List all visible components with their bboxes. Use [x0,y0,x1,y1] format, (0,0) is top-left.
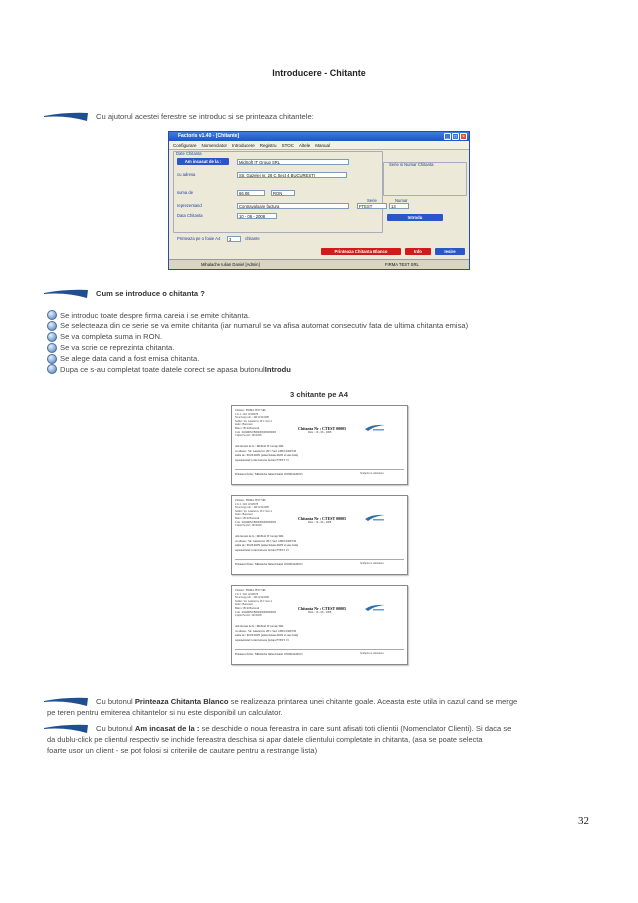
receipt-title: Chitanta Nr : CTEST 00005 [298,516,347,521]
company-logo-icon [364,603,386,613]
app-titlebar [169,132,469,141]
list-item: Dupa ce s-au completat toate datele corect se apasa butonul Introdu [47,364,468,374]
status-firm: FIRMA TEST SRL [385,262,419,267]
address-field[interactable]: Str. Gazelei nr. 28 C Sect 4 BUCURESTI [237,172,347,178]
receipt-2: Unitatea : FIRMA TEST SRL C.U.I. : RO 12345678 Nr.ord.reg.com. : J40/1234/2008 Sediul : Str. Gazelei nr. 28 C Sect 4 Judet : Bucuresti Banca : BCR Bucuresti Cont : RO49RNCB0000000000000000 Capital Social : 200 RON Chitanta Nr : CTEST 00005 Data : 10 - 06 - 2008 Am incasat de la : MidSoft IT Group SRL cu adresa : Str. Gazelei nr. 28 C Sect 4 BUCURESTI suma de : 66.06 RON (saizecisisase RON si sase bani) reprezentand Contravaloare factura FTEST 13 Printeaza firma : Mihalache Iulian Daniel 1810601420015 Stampila si semnatura [231,495,408,575]
swoosh-icon [44,112,88,122]
company-logo-icon [364,513,386,523]
list-item: Se introduc toate despre firma careia i se emite chitanta. [47,310,468,320]
list-item: Se alege data cand a fost emisa chitanta. [47,354,468,364]
app-menubar [169,141,469,150]
receipt-date: Data : 10 - 06 - 2008 [308,611,332,614]
repr-label: reprezentand [177,203,202,208]
series-group [383,162,467,196]
company-logo-icon [364,423,386,433]
app-window-title: Factoris v1.40 - [Chitante] [178,133,240,139]
menu-altele[interactable]: Altele [298,142,311,148]
print-count-select[interactable]: 3 [227,236,241,242]
numar-field[interactable]: 13 [389,203,409,209]
serie-label: Serie [367,198,377,203]
receipt-1: Unitatea : FIRMA TEST SRL C.U.I. : RO 12345678 Nr.ord.reg.com. : J40/1234/2008 Sediul : Str. Gazelei nr. 28 C Sect 4 Judet : Bucuresti Banca : BCR Bucuresti Cont : RO49RNCB0000000000000000 Capital Social : 200 RON Chitanta Nr : CTEST 00005 Data : 10 - 06 - 2008 Am incasat de la : MidSoft IT Group SRL cu adresa : Str. Gazelei nr. 28 C Sect 4 BUCURESTI suma de : 66.06 RON (saizecisisase RON si sase bani) reprezentand Contravaloare factura FTEST 13 Printeaza firma : Mihalache Iulian Daniel 1810601420015 Stampila si semnatura [231,405,408,485]
list-item: Se selecteaza din ce serie se va emite chitanta (iar numarul se va afisa automat consecutiv fata de ultima chitanta emisa) [47,321,468,331]
intro-text: Cu ajutorul acestei ferestre se introduc si se printeaza chitantele: [96,112,314,121]
maximize-icon[interactable]: □ [453,134,458,140]
swoosh-icon [44,724,88,734]
bullet-icon [47,332,57,342]
section-heading: Cum se introduce o chitanta ? [96,289,205,298]
para2-line2: da dublu-click pe clientul respectiv se inchide fereastra deschisa si apar datele clientului completate in chitanta, (asa se poate selecta [47,735,483,744]
receipt-title: Chitanta Nr : CTEST 00005 [298,606,347,611]
sum-field[interactable]: 66.06 [237,190,265,196]
date-field[interactable]: 10 - 06 - 2008 [237,213,277,219]
bullet-icon [47,343,57,353]
bullet-icon [47,321,57,331]
close-icon[interactable]: × [460,133,467,140]
series-group-title: Serie si Numar Chitanta [389,162,434,167]
menu-stoc[interactable]: STOC [281,142,294,148]
status-user: Mihalache Iulian Daniel [Admin] [201,262,260,267]
receipt-date: Data : 10 - 06 - 2008 [308,431,332,434]
receipt-date: Data : 10 - 06 - 2008 [308,521,332,524]
repr-field[interactable]: Contravaloare factura [237,203,349,209]
numar-label: Numar [395,198,408,203]
page-number: 32 [578,815,589,827]
date-label: Data Chitanta [177,213,203,218]
minimize-icon[interactable]: _ [444,133,451,140]
menu-configurare[interactable]: Configurare [173,142,197,148]
group-title: Date Chitanta [176,151,202,156]
bullet-icon [47,354,57,364]
app-window [168,131,470,270]
app-statusbar [169,259,469,269]
menu-nomenclator[interactable]: Nomenclator [201,142,228,148]
am-incasat-button[interactable]: Am incasat de la : [177,158,229,165]
receipt-title: Chitanta Nr : CTEST 00005 [298,426,347,431]
sum-label: suma de [177,190,194,195]
print-suffix: chitante [245,236,260,241]
iesire-button[interactable]: Iesire [435,248,465,255]
swoosh-icon [44,697,88,707]
print-label: Printeaza pe o foaie A4 [177,236,221,241]
para2-line3: foarte usor un client - se pot folosi si criteriile de cautare pentru a restrange lista) [47,746,318,755]
para1-line1: Cu butonul Printeaza Chitanta Blanco se realizeaza printarea unei chitante goale. Aceasta este utila in cazul cand se merge [96,697,518,706]
list-item: Se va completa suma in RON. [47,332,468,342]
address-label: cu adresa [177,172,196,177]
para1-line2: pe teren pentru emiterea chitantelor si nu este disponibil un calculator. [47,708,283,717]
swoosh-icon [44,289,88,299]
bullet-icon [47,310,57,320]
receipt-3: Unitatea : FIRMA TEST SRL C.U.I. : RO 12345678 Nr.ord.reg.com. : J40/1234/2008 Sediul : Str. Gazelei nr. 28 C Sect 4 Judet : Bucuresti Banca : BCR Bucuresti Cont : RO49RNCB0000000000000000 Capital Social : 200 RON Chitanta Nr : CTEST 00005 Data : 10 - 06 - 2008 Am incasat de la : MidSoft IT Group SRL cu adresa : Str. Gazelei nr. 28 C Sect 4 BUCURESTI suma de : 66.06 RON (saizecisisase RON si sase bani) reprezentand Contravaloare factura FTEST 13 Printeaza firma : Mihalache Iulian Daniel 1810601420015 Stampila si semnatura [231,585,408,665]
bullet-icon [47,364,57,374]
page-title: Introducere - Chitante [272,68,366,78]
list-item: Se va scrie ce reprezinta chitanta. [47,343,468,353]
client-name-field[interactable]: MidSoft IT Group SRL [237,159,349,165]
introdu-button[interactable]: Introdu [387,214,443,221]
menu-introducere[interactable]: Introducere [232,142,255,148]
para2-line1: Cu butonul Am incasat de la : se deschide o noua fereastra in care sunt afisati toti clientii (Nomenclator Clienti). Si daca se [96,724,512,733]
serie-select[interactable]: FTEST [357,203,387,209]
menu-manual[interactable]: Manual [315,142,331,148]
info-button[interactable]: Info [405,248,431,255]
bullet-list [47,310,468,374]
print-blanco-button[interactable]: Printeaza Chitanta Blanco [321,248,401,255]
receipts-caption: 3 chitante pe A4 [290,390,348,399]
currency-select[interactable]: RON [271,190,295,196]
menu-registru[interactable]: Registru [259,142,277,148]
